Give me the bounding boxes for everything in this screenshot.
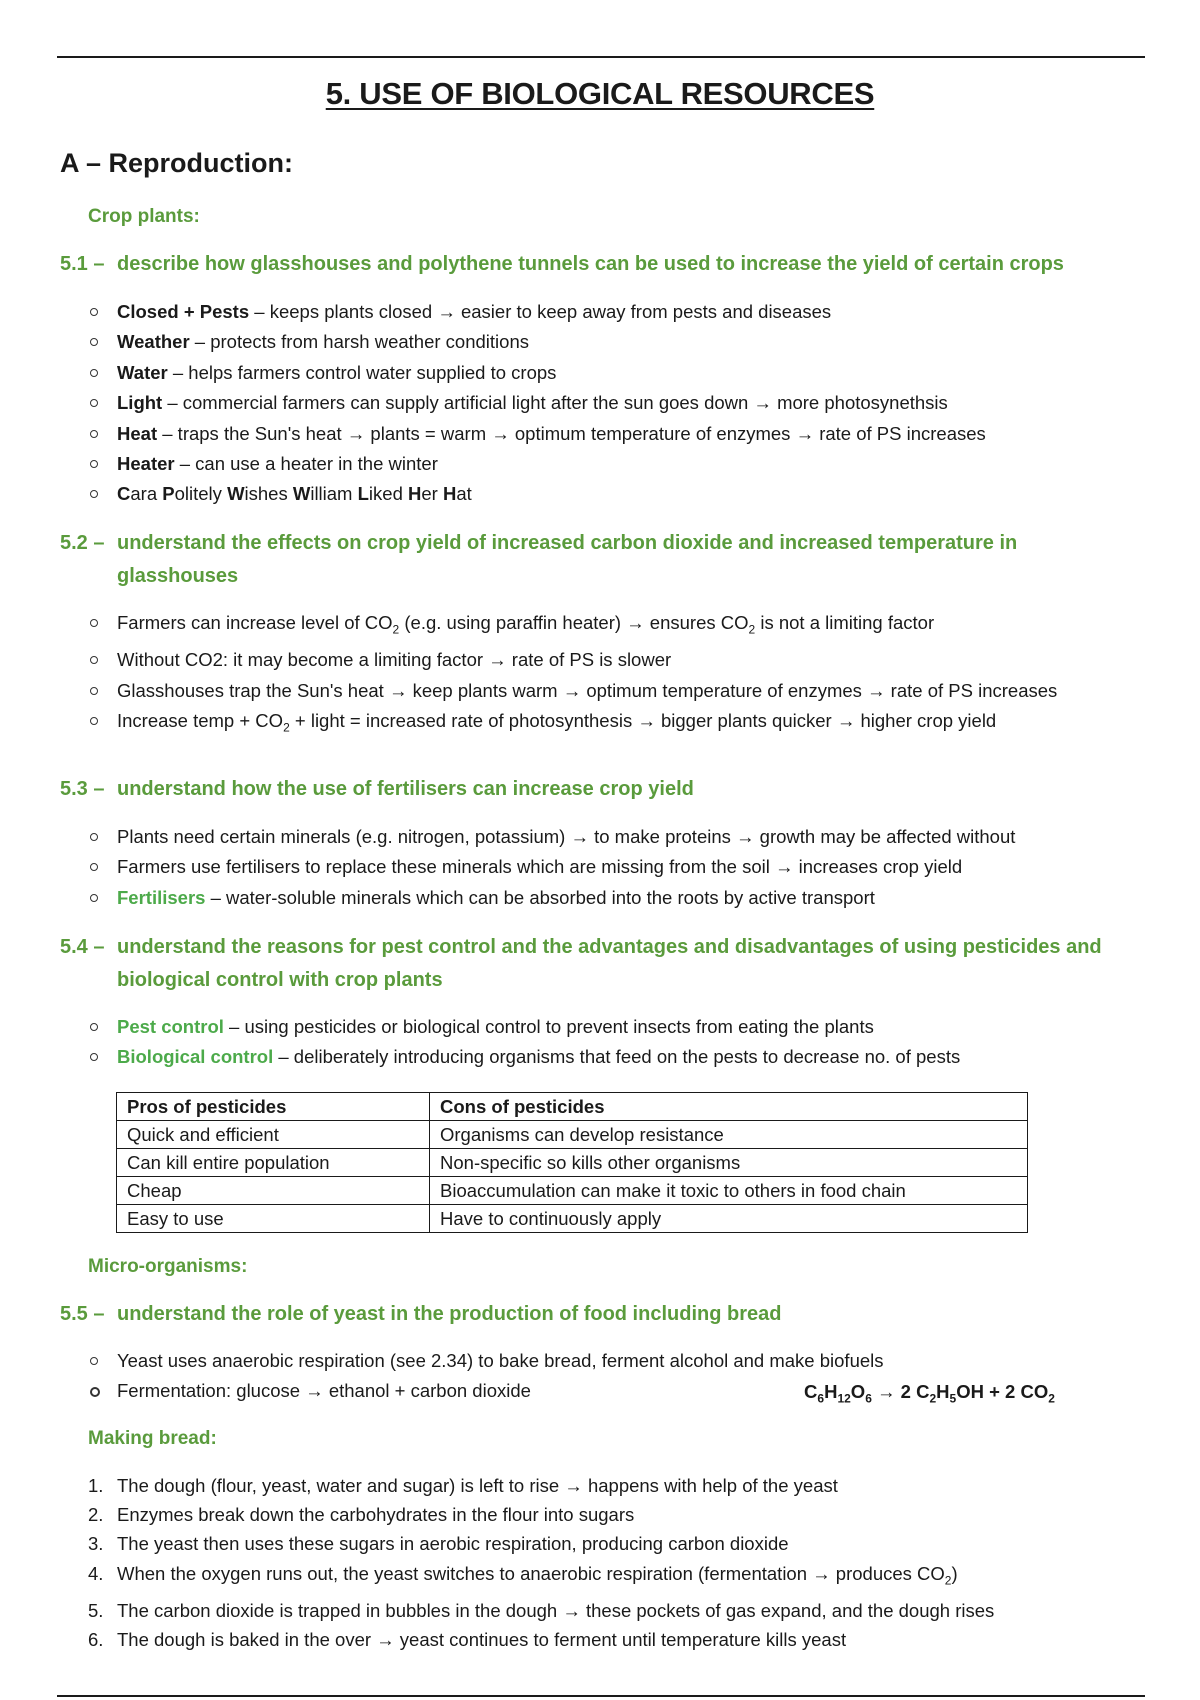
spec-number: 5.2 – [60, 532, 105, 554]
table-header: Pros of pesticides [117, 1093, 430, 1121]
list-5-2 [88, 608, 1148, 743]
list-item: Farmers use fertilisers to replace these minerals which are missing from the soil → increases crop yield [88, 852, 1148, 882]
table-cell: Organisms can develop resistance [430, 1121, 1028, 1149]
spec-5-5 [60, 1298, 1145, 1331]
list-item: Pest control – using pesticides or biological control to prevent insects from eating the plants [88, 1012, 1148, 1042]
list-5-4 [88, 1012, 1148, 1073]
subheading-crop-plants: Crop plants: [88, 206, 200, 227]
list-5-3 [88, 822, 1148, 913]
list-item: Heater – can use a heater in the winter [88, 449, 1148, 479]
spec-text: understand the reasons for pest control and the advantages and disadvantages of using pesticides and [117, 936, 1102, 958]
list-item: 6. The dough is baked in the over → yeast continues to ferment until temperature kills yeast [88, 1628, 847, 1650]
page-title: 5. USE OF BIOLOGICAL RESOURCES [325, 76, 875, 111]
list-item: Biological control – deliberately introducing organisms that feed on the pests to decrease no. of pests [88, 1042, 1148, 1072]
spec-number: 5.4 – [60, 936, 105, 958]
section-heading: A – Reproduction: [60, 148, 293, 178]
top-rule [57, 56, 1145, 58]
list-item: Fermentation: glucose → ethanol + carbon dioxide [88, 1376, 1148, 1406]
mnemonic: Cara Politely Wishes William Liked Her Hat [88, 479, 1148, 509]
spec-number: 5.5 – [60, 1303, 105, 1325]
spec-number: 5.3 – [60, 778, 105, 800]
list-item: Glasshouses trap the Sun's heat → keep plants warm → optimum temperature of enzymes → rate of PS increases [88, 676, 1117, 706]
table-row [117, 1177, 1028, 1205]
table-header: Cons of pesticides [430, 1093, 1028, 1121]
table-cell: Cheap [117, 1177, 430, 1205]
list-item: Water – helps farmers control water supplied to crops [88, 358, 1148, 388]
table-cell: Bioaccumulation can make it toxic to others in food chain [430, 1177, 1028, 1205]
list-item: 3. The yeast then uses these sugars in aerobic respiration, producing carbon dioxide [88, 1533, 789, 1555]
list-item: Fertilisers – water-soluble minerals which can be absorbed into the roots by active transport [88, 883, 1148, 913]
list-item: Farmers can increase level of $CO_2$ (e.g. using paraffin heater) → ensures $CO_2$ is not a limiting factor [88, 608, 1148, 645]
list-item: 4. When the oxygen runs out, the yeast switches to anaerobic respiration (fermentation → produces $CO_2$) [88, 1562, 958, 1588]
list-item: Light – commercial farmers can supply artificial light after the sun goes down → more photosynethsis [88, 388, 1148, 418]
list-item: Without CO2: it may become a limiting factor → rate of PS is slower [88, 645, 1148, 675]
list-item: 5. The carbon dioxide is trapped in bubbles in the dough → these pockets of gas expand, and the dough rises [88, 1599, 995, 1621]
list-5-1 [88, 297, 1148, 510]
bread-steps [88, 1471, 1148, 1654]
list-item: Plants need certain minerals (e.g. nitrogen, potassium) → to make proteins → growth may be affected without [88, 822, 1148, 852]
spec-5-2 [60, 527, 1145, 593]
list-item: Weather – protects from harsh weather conditions [88, 327, 1148, 357]
table-cell: Non-specific so kills other organisms [430, 1149, 1028, 1177]
spec-5-4 [60, 931, 1145, 997]
subheading-making-bread: Making bread: [88, 1428, 217, 1449]
pesticides-table [116, 1092, 1028, 1233]
spec-text-continued: biological control with crop plants [117, 969, 443, 991]
spec-text: understand the effects on crop yield of increased carbon dioxide and increased temperature in [117, 532, 1018, 554]
spec-text-continued: glasshouses [117, 565, 239, 587]
table-cell: Quick and efficient [117, 1121, 430, 1149]
subheading-micro-organisms: Micro-organisms: [88, 1256, 248, 1277]
spec-text: describe how glasshouses and polythene tunnels can be used to increase the yield of certain crops [117, 253, 1064, 275]
spec-5-1 [60, 248, 1145, 281]
spec-number: 5.1 – [60, 253, 105, 275]
bottom-rule [57, 1695, 1145, 1697]
table-row [117, 1149, 1028, 1177]
list-item: 2. Enzymes break down the carbohydrates in the flour into sugars [88, 1504, 635, 1526]
spec-5-3 [60, 773, 1145, 806]
table-cell: Easy to use [117, 1205, 430, 1233]
list-item: Closed + Pests – keeps plants closed → easier to keep away from pests and diseases [88, 297, 1148, 327]
list-item: Yeast uses anaerobic respiration (see 2.34) to bake bread, ferment alcohol and make biofuels [88, 1346, 1148, 1376]
spec-text: understand how the use of fertilisers can increase crop yield [117, 778, 694, 800]
table-cell: Can kill entire population [117, 1149, 430, 1177]
list-item: Increase temp + $CO_2$ + light = increased rate of photosynthesis → bigger plants quicker → higher crop yield [88, 706, 1148, 743]
list-item: 1. The dough (flour, yeast, water and sugar) is left to rise → happens with help of the yeast [88, 1475, 838, 1496]
table-cell: Have to continuously apply [430, 1205, 1028, 1233]
table-header-row [117, 1093, 1028, 1121]
list-item: Heat – traps the Sun's heat → plants = warm → optimum temperature of enzymes → rate of PS increases [88, 419, 1148, 449]
spec-text: understand the role of yeast in the production of food including bread [117, 1303, 782, 1325]
table-row [117, 1121, 1028, 1149]
table-row [117, 1205, 1028, 1233]
fermentation-equation: $C_6H_{12}O_6 \to 2$ $C_2H_5OH + 2$ $CO_2$ [804, 1381, 1055, 1406]
